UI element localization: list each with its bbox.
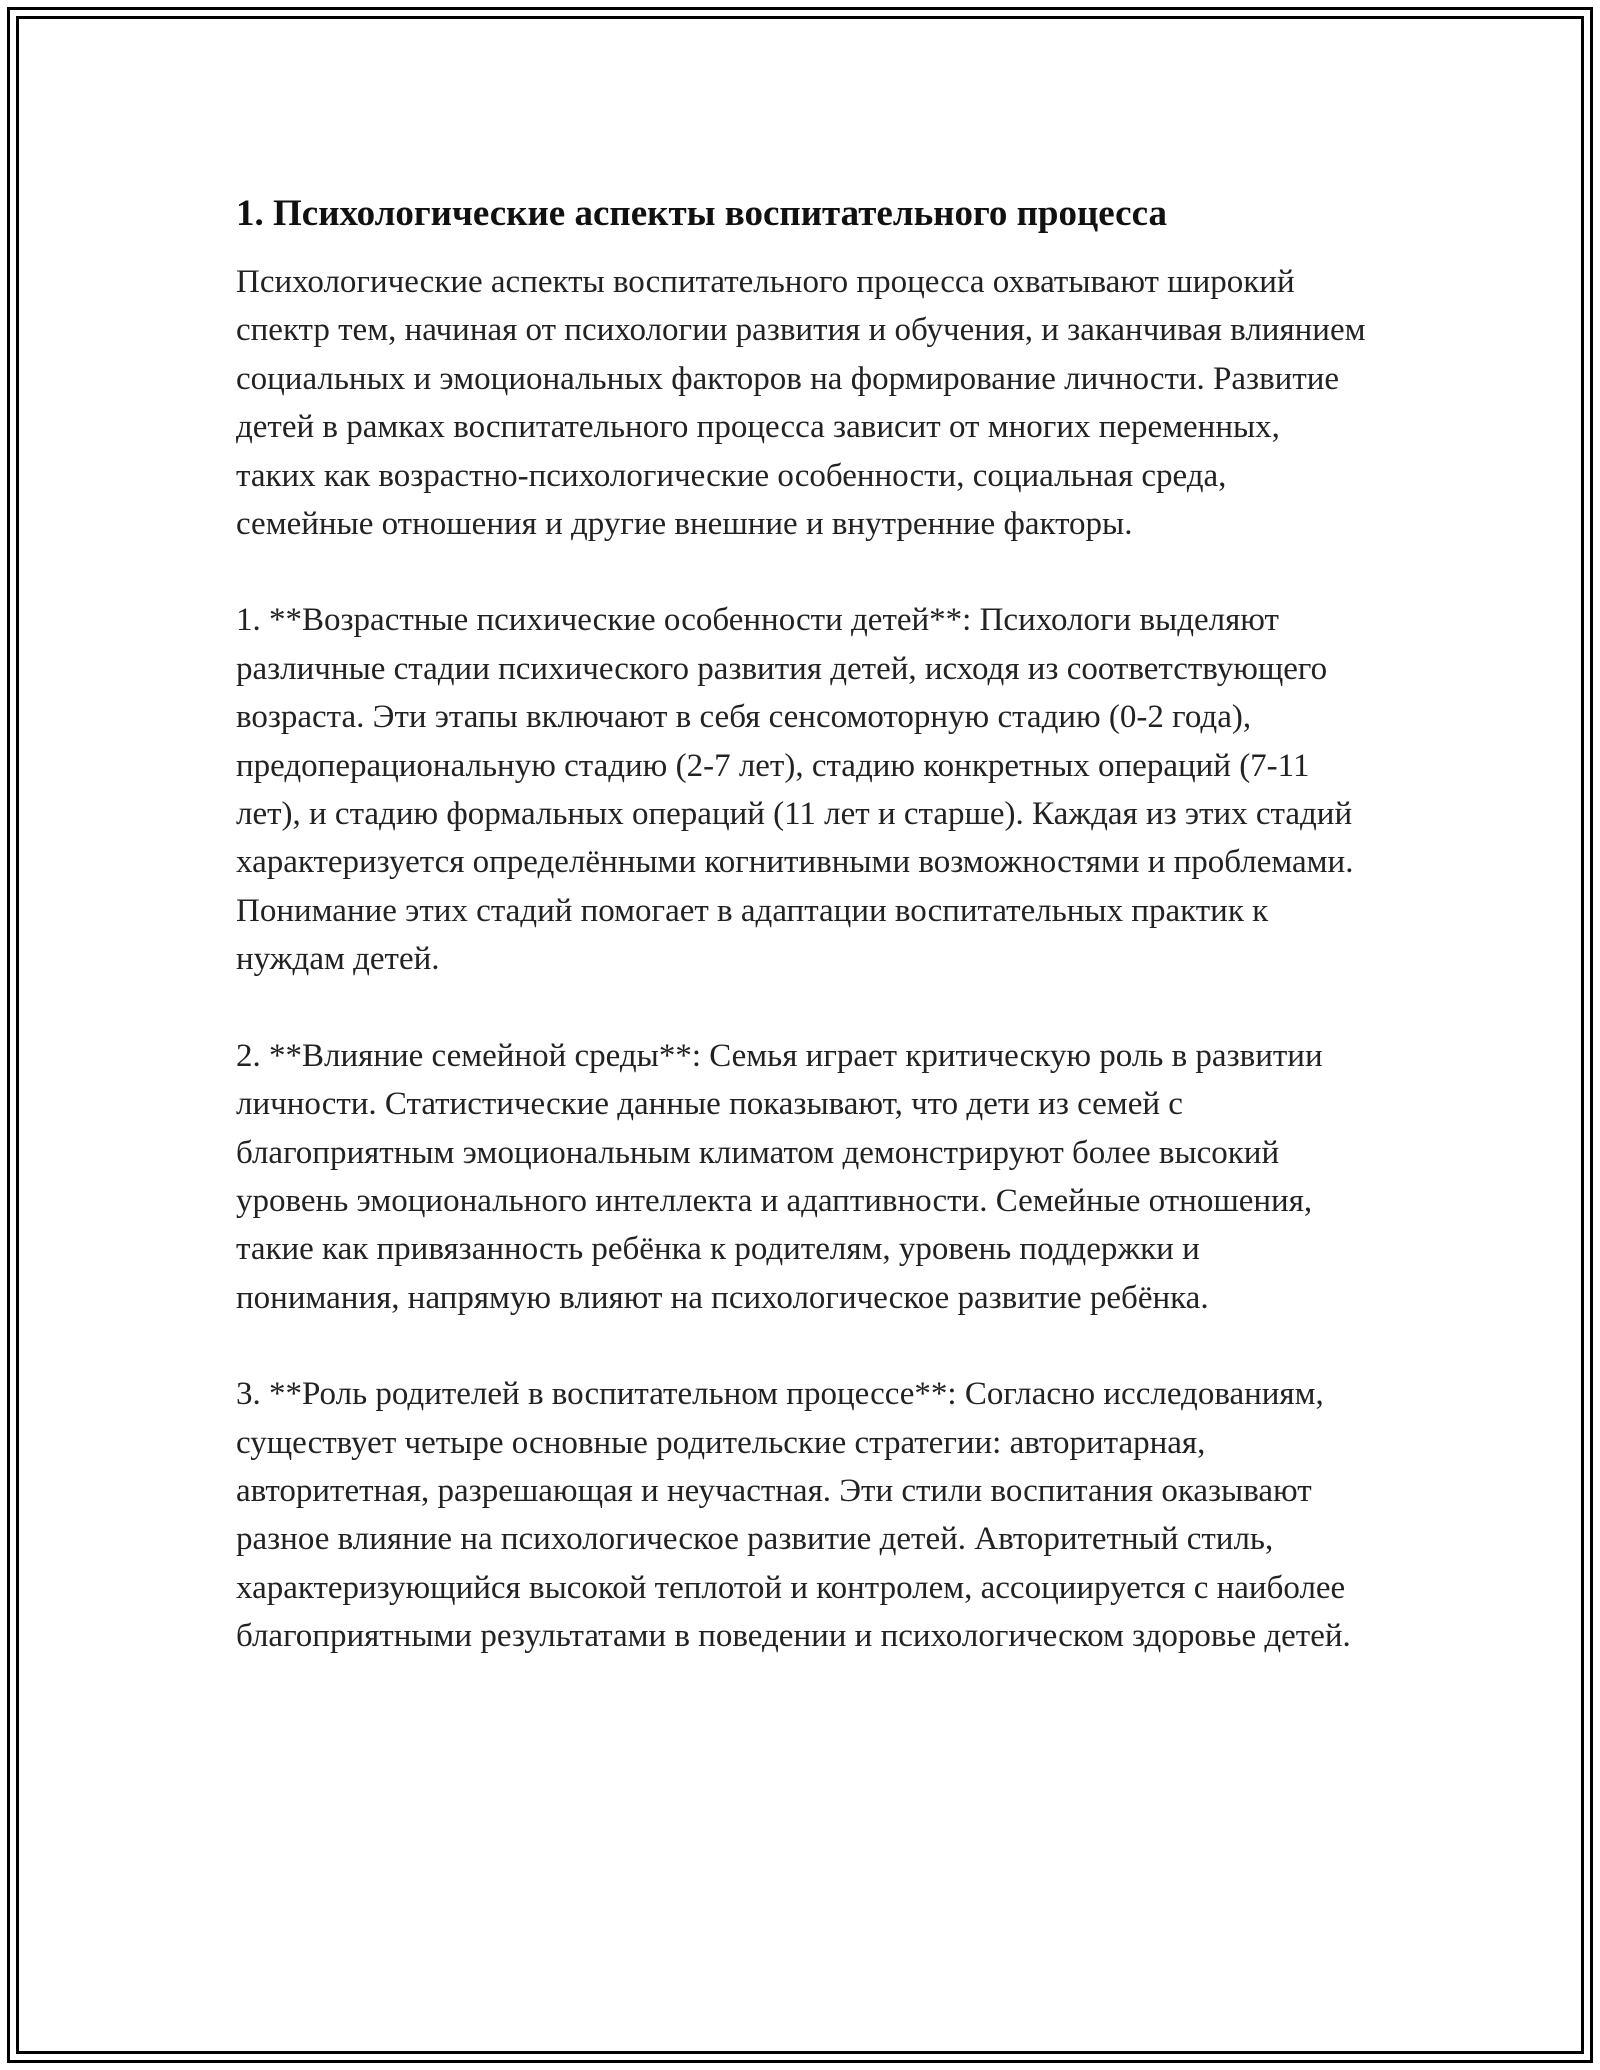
document-body: [236, 186, 1366, 1661]
paragraph-parents-role: 3. **Роль родителей в воспитательном процессе**: Согласно исследованиям, существует четыре основные родительские стратегии: авторитарная, авторитетная, разрешающая и неучастная. Эти стили воспитания оказывают разное влияние на психологическое развитие детей. Авторитетный стиль, характеризующийся высокой теплотой и контролем, ассоциируется с наиболее благоприятными результатами в поведении и психологическом здоровье детей.: [236, 1376, 1351, 1655]
paragraph-intro: Психологические аспекты воспитательного процесса охватывают широкий спектр тем, начиная от психологии развития и обучения, и заканчивая влиянием социальных и эмоциональных факторов на формирование личности. Развитие детей в рамках воспитательного процесса зависит от многих переменных, таких как возрастно-психологические особенности, социальная среда, семейные отношения и другие внешние и внутренние факторы.: [236, 264, 1366, 543]
section-heading: 1. Психологические аспекты воспитательного процесса: [236, 193, 1167, 234]
paragraph-age-features: 1. **Возрастные психические особенности детей**: Психологи выделяют различные стадии психического развития детей, исходя из соответствующего возраста. Эти этапы включают в себя сенсомоторную стадию (0-2 года), предоперациональную стадию (2-7 лет), стадию конкретных операций (7-11 лет), и стадию формальных операций (11 лет и старше). Каждая из этих стадий характеризуется определёнными когнитивными возможностями и проблемами. Понимание этих стадий помогает в адаптации воспитательных практик к нуждам детей.: [236, 602, 1354, 978]
paragraph-family-environment: 2. **Влияние семейной среды**: Семья играет критическую роль в развитии личности. Статистические данные показывают, что дети из семей с благоприятным эмоциональным климатом демонстрируют более высокий уровень эмоционального интеллекта и адаптивности. Семейные отношения, такие как привязанность ребёнка к родителям, уровень поддержки и понимания, напрямую влияют на психологическое развитие ребёнка.: [236, 1037, 1323, 1316]
